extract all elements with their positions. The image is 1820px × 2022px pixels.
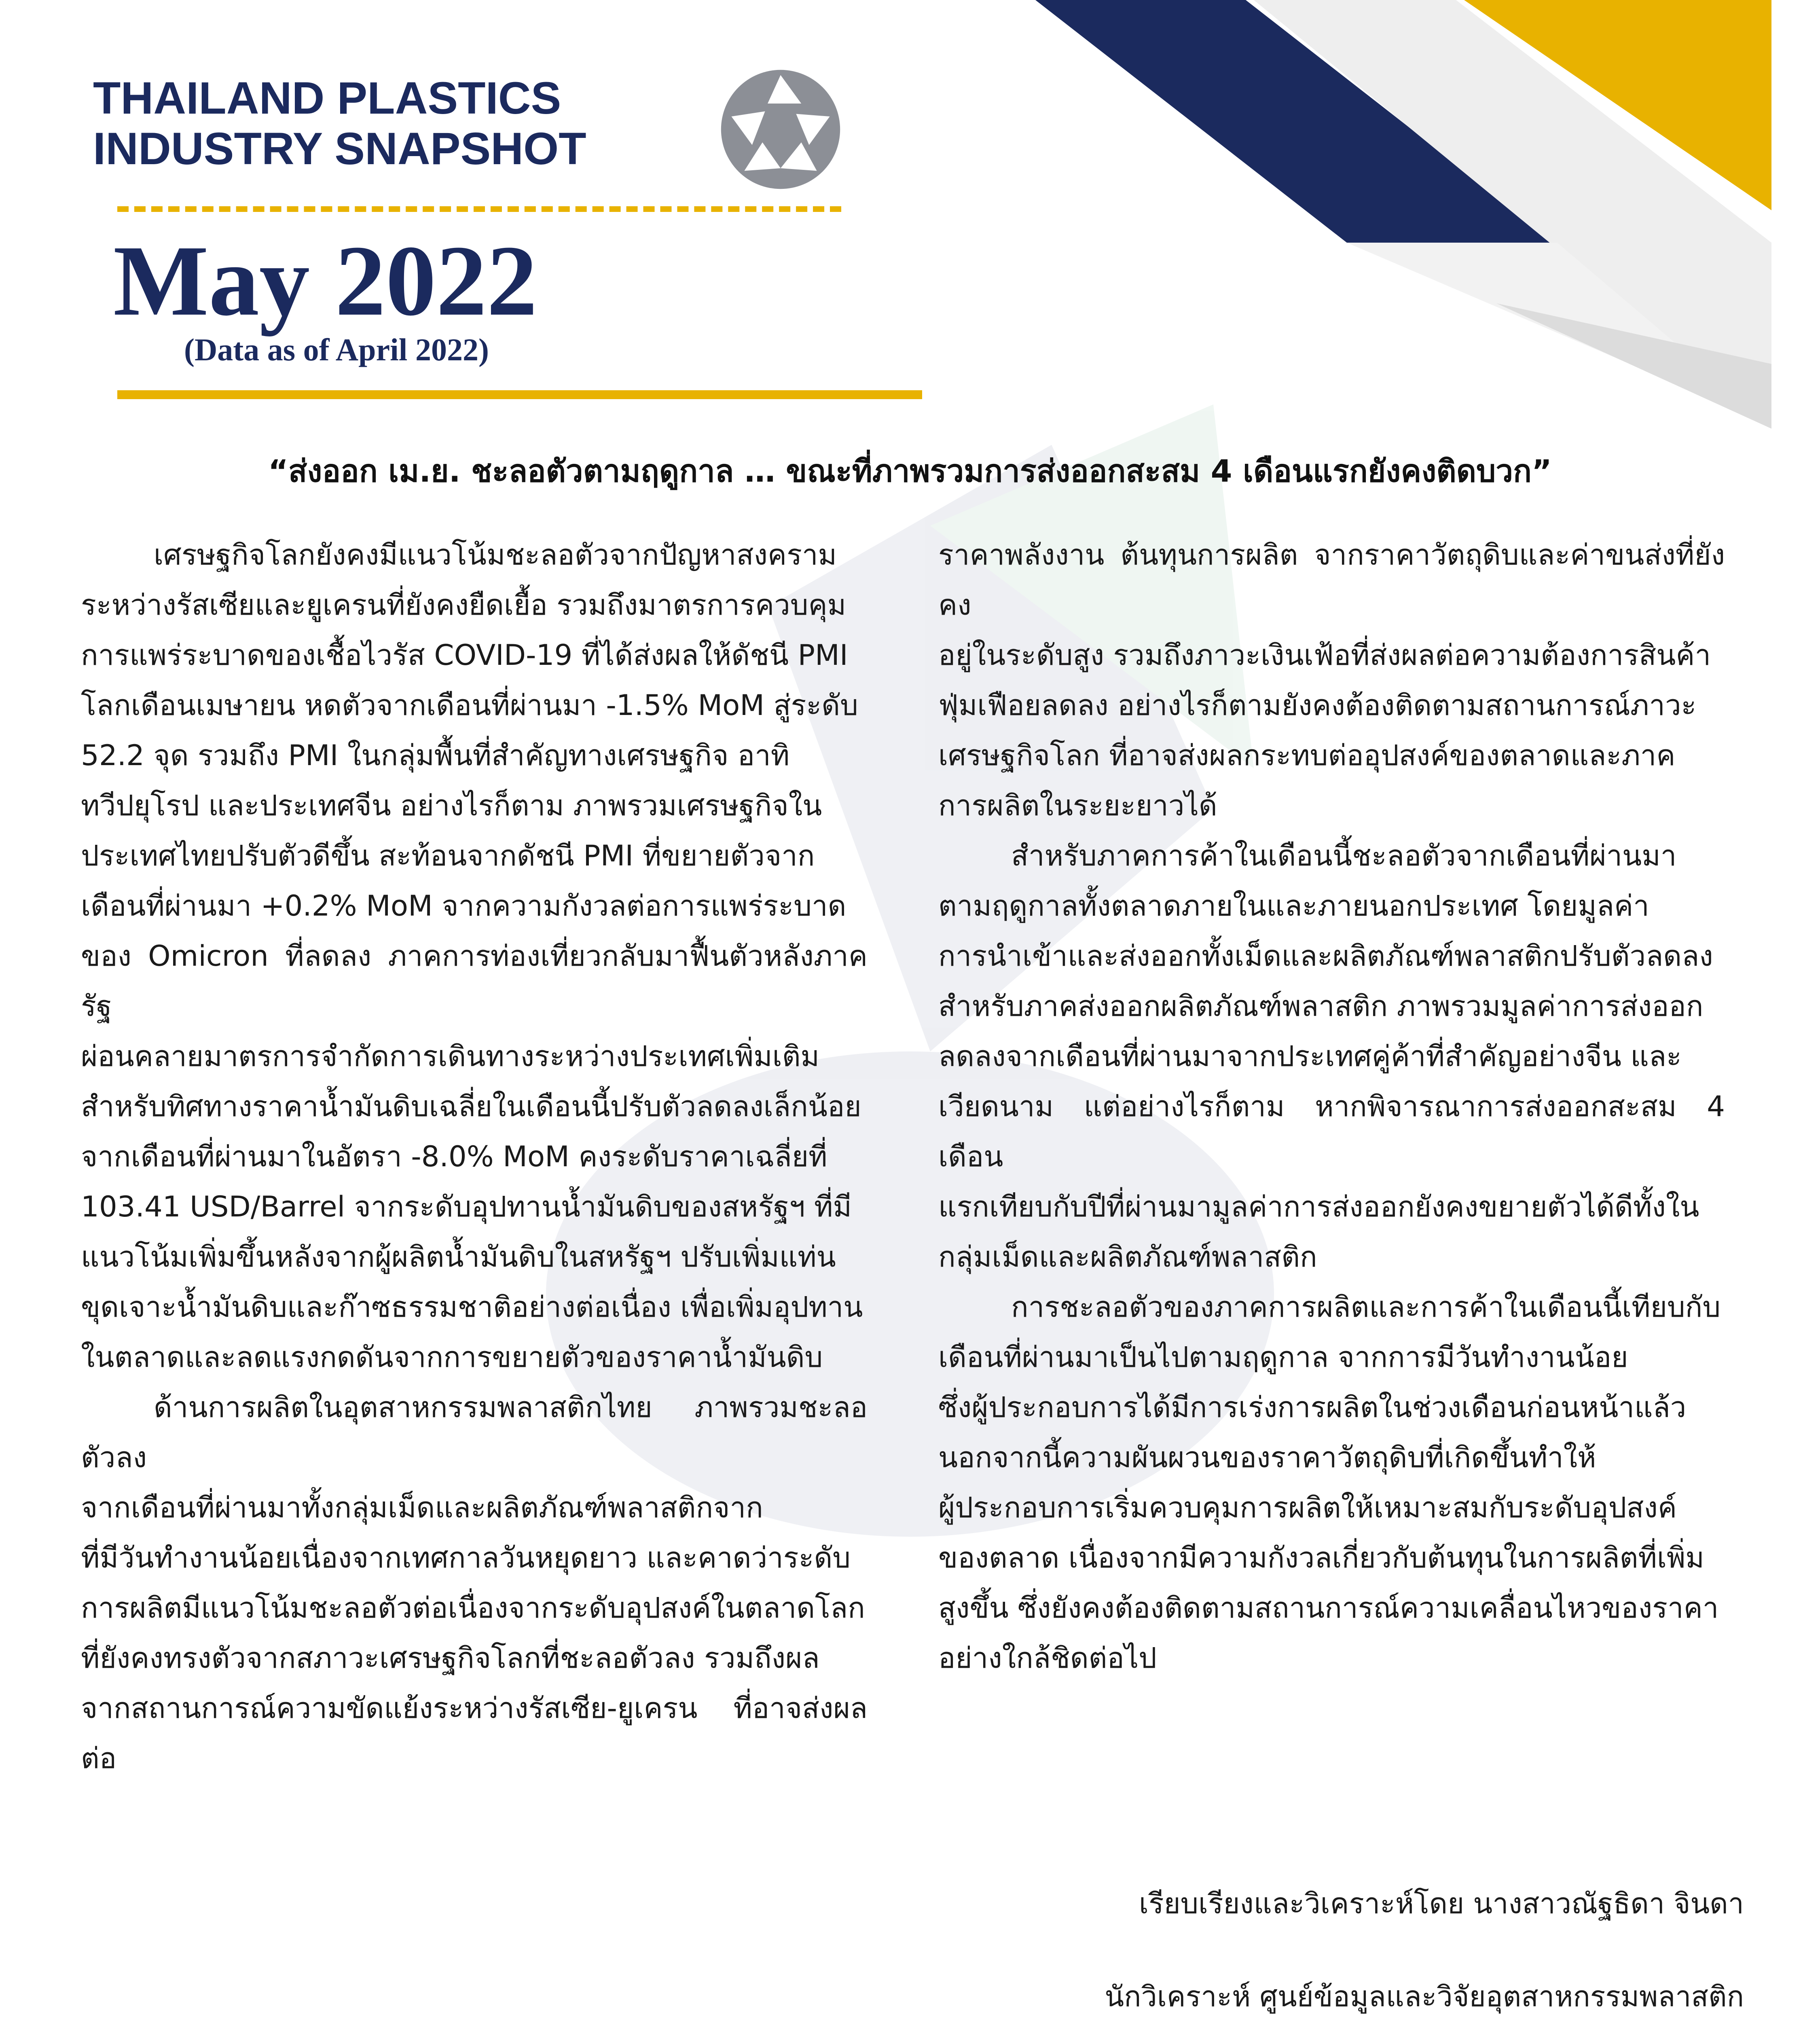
byline-author: เรียบเรียงและวิเคราะห์โดย นางสาวณัฐธิดา จินดา — [1139, 1887, 1744, 1920]
paragraph-production-continued: ราคาพลังงาน ต้นทุนการผลิต จากราคาวัตถุดิบและค่าขนส่งที่ยังคง อยู่ในระดับสูง รวมถึงภาวะเงินเฟ้อที่ส่งผลต่อความต้องการสินค้า ฟุ่มเฟือยลดลง อย่างไรก็ตามยังคงต้องติดตามสถานการณ์ภาวะ เศรษฐกิจโลก ที่อาจส่งผลกระทบต่ออุปสงค์ของตลาดและภาค การผลิตในระยะยาวได้ — [938, 538, 1725, 822]
issue-month: May 2022 — [113, 225, 538, 337]
data-as-of: (Data as of April 2022) — [184, 332, 489, 367]
masthead-title-line1: THAILAND PLASTICS — [93, 73, 561, 123]
paragraph-production: ด้านการผลิตในอุตสาหกรรมพลาสติกไทย ภาพรวมชะลอตัวลง จากเดือนที่ผ่านมาทั้งกลุ่มเม็ดและผลิตภัณฑ์พลาสติกจาก ที่มีวันทำงานน้อยเนื่องจากเทศกาลวันหยุดยาว และคาดว่าระดับ การผลิตมีแนวโน้มชะลอตัวต่อเนื่องจากระดับอุปสงค์ในตลาดโลก ที่ยังคงทรงตัวจากสภาวะเศรษฐกิจโลกที่ชะลอตัวลง รวมถึงผล จากสถานการณ์ความขัดแย้งระหว่างรัสเซีย-ยูเครน ที่อาจส่งผลต่อ — [81, 1391, 868, 1775]
article-column-left — [81, 530, 868, 1783]
headline: “ส่งออก เม.ย. ชะลอตัวตามฤดูกาล … ขณะที่ภาพรวมการส่งออกสะสม 4 เดือนแรกยังคงติดบวก” — [268, 453, 1552, 489]
masthead-underline — [117, 390, 922, 399]
masthead-title-line2: INDUSTRY SNAPSHOT — [93, 123, 586, 174]
byline-affiliation: นักวิเคราะห์ ศูนย์ข้อมูลและวิจัยอุตสาหกรรมพลาสติก — [1105, 1980, 1744, 2013]
masthead-divider — [117, 206, 841, 212]
paragraph-summary: การชะลอตัวของภาคการผลิตและการค้าในเดือนนี้เทียบกับ เดือนที่ผ่านมาเป็นไปตามฤดูกาล จากการมีวันทำงานน้อย ซึ่งผู้ประกอบการได้มีการเร่งการผลิตในช่วงเดือนก่อนหน้าแล้ว นอกจากนี้ความผันผวนของราคาวัตถุดิบที่เกิดขึ้นทำให้ ผู้ประกอบการเริ่มควบคุมการผลิตให้เหมาะสมกับระดับอุปสงค์ ของตลาด เนื่องจากมีความกังวลเกี่ยวกับต้นทุนในการผลิตที่เพิ่ม สูงขึ้น ซึ่งยังคงต้องติดตามสถานการณ์ความเคลื่อนไหวของราคา อย่างใกล้ชิดต่อไป — [938, 1290, 1721, 1675]
masthead-title — [93, 73, 724, 174]
article-column-right — [938, 530, 1725, 1683]
paragraph-trade: สำหรับภาคการค้าในเดือนนี้ชะลอตัวจากเดือนที่ผ่านมา ตามฤดูกาลทั้งตลาดภายในและภายนอกประเทศ โดยมูลค่า การนำเข้าและส่งออกทั้งเม็ดและผลิตภัณฑ์พลาสติกปรับตัวลดลง สำหรับภาคส่งออกผลิตภัณฑ์พลาสติก ภาพรวมมูลค่าการส่งออก ลดลงจากเดือนที่ผ่านมาจากประเทศคู่ค้าที่สำคัญอย่างจีน และ เวียดนาม แต่อย่างไรก็ตาม หากพิจารณาการส่งออกสะสม 4 เดือน แรกเทียบกับปีที่ผ่านมามูลค่าการส่งออกยังคงขยายตัวได้ดีทั้งใน กลุ่มเม็ดและผลิตภัณฑ์พลาสติก — [938, 839, 1725, 1273]
author-byline — [1105, 1834, 1744, 2022]
paragraph-economy: เศรษฐกิจโลกยังคงมีแนวโน้มชะลอตัวจากปัญหาสงคราม ระหว่างรัสเซียและยูเครนที่ยังคงยืดเยื้อ รวมถึงมาตรการควบคุม การแพร่ระบาดของเชื้อไวรัส COVID-19 ที่ได้ส่งผลให้ดัชนี PMI โลกเดือนเมษายน หดตัวจากเดือนที่ผ่านมา -1.5% MoM สู่ระดับ 52.2 จุด รวมถึง PMI ในกลุ่มพื้นที่สำคัญทางเศรษฐกิจ อาทิ ทวีปยุโรป และประเทศจีน อย่างไรก็ตาม ภาพรวมเศรษฐกิจใน ประเทศไทยปรับตัวดีขึ้น สะท้อนจากดัชนี PMI ที่ขยายตัวจาก เดือนที่ผ่านมา +0.2% MoM จากความกังวลต่อการแพร่ระบาด ของ Omicron ที่ลดลง ภาคการท่องเที่ยวกลับมาฟื้นตัวหลังภาครัฐ ผ่อนคลายมาตรการจำกัดการเดินทางระหว่างประเทศเพิ่มเติม สำหรับทิศทางราคาน้ำมันดิบเฉลี่ยในเดือนนี้ปรับตัวลดลงเล็กน้อย จากเดือนที่ผ่านมาในอัตรา -8.0% MoM คงระดับราคาเฉลี่ยที่ 103.41 USD/Barrel จากระดับอุปทานน้ำมันดิบของสหรัฐฯ ที่มี แนวโน้มเพิ่มขึ้นหลังจากผู้ผลิตน้ำมันดิบในสหรัฐฯ ปรับเพิ่มแท่น ขุดเจาะน้ำมันดิบและก๊าซธรรมชาติอย่างต่อเนื่อง เพื่อเพิ่มอุปทาน ในตลาดและลดแรงกดดันจากการขยายตัวของราคาน้ำมันดิบ — [81, 538, 868, 1374]
aperture-logo-icon — [716, 65, 845, 194]
